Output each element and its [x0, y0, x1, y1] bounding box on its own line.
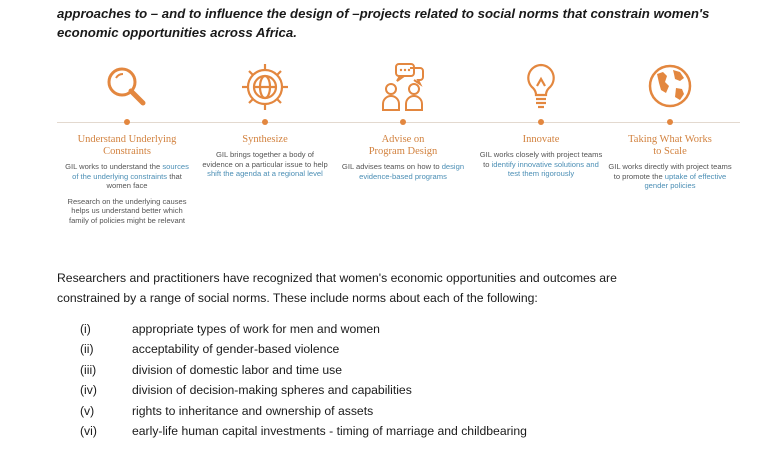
step-body: GIL works to understand the sources of the underlying constraints that women face	[65, 162, 189, 190]
highlight-text: identify innovative solutions and test them rigorously	[491, 159, 599, 178]
list-item: (vi) early-life human capital investments - timing of marriage and childbearing	[80, 424, 527, 439]
timeline-dot	[667, 119, 673, 125]
list-item: (ii) acceptability of gender-based violence	[80, 342, 340, 357]
highlight-text: shift the agenda at a regional level	[207, 169, 323, 178]
people-speech-icon	[374, 60, 432, 114]
highlight-text: design evidence-based programs	[359, 162, 465, 181]
intro-text	[57, 4, 747, 42]
step-title: Understand Underlying Constraints	[77, 134, 177, 157]
globe-icon	[641, 60, 699, 114]
magnifier-icon	[98, 60, 156, 114]
step-body: GIL advises teams on how to design evidence-based programs	[341, 162, 465, 181]
highlight-text: sources of the underlying constraints	[72, 162, 189, 181]
timeline-dot	[262, 119, 268, 125]
step-body: GIL brings together a body of evidence on a particular issue to help shift the agenda at a regional level	[202, 150, 328, 178]
step-title: Taking What Works to Scale	[628, 134, 712, 157]
step-body: GIL works closely with project teams to identify innovative solutions and test them rigorously	[479, 150, 603, 178]
list-item: (i) appropriate types of work for men and women	[80, 322, 380, 336]
step-understand	[57, 60, 197, 225]
step-title: Synthesize	[242, 134, 288, 145]
step-scale	[600, 60, 740, 191]
step-note: Research on the underlying causes helps us understand better which family of policies might be relevant	[67, 196, 187, 225]
timeline-dot	[400, 119, 406, 125]
timeline-dot	[124, 119, 130, 125]
lightbulb-icon	[512, 60, 570, 114]
list-item: (v) rights to inheritance and ownership of assets	[80, 403, 374, 418]
step-title: Advise on Program Design	[368, 134, 438, 157]
list-item: (iv) division of decision-making spheres and capabilities	[80, 383, 412, 398]
gil-steps-infographic	[57, 60, 740, 250]
step-advise	[333, 60, 473, 181]
step-innovate	[471, 60, 611, 179]
intro-line-1: approaches to – and to influence the design of –projects related to social norms that constrain women's	[57, 6, 710, 21]
step-synthesize	[195, 60, 335, 179]
highlight-text: uptake of effective gender policies	[644, 171, 727, 190]
step-body: GIL works directly with project teams to promote the uptake of effective gender policies	[608, 162, 732, 190]
intro-line-2: economic opportunities across Africa.	[57, 25, 297, 40]
norms-paragraph: Researchers and practitioners have recognized that women's economic opportunities and outcomes are constrained by a range of social norms. These include norms about each of the following:	[57, 271, 617, 305]
step-title: Innovate	[522, 134, 560, 145]
list-item: (iii) division of domestic labor and time use	[80, 362, 343, 377]
timeline-dot	[538, 119, 544, 125]
gear-globe-icon	[236, 60, 294, 114]
norms-list	[80, 319, 527, 441]
